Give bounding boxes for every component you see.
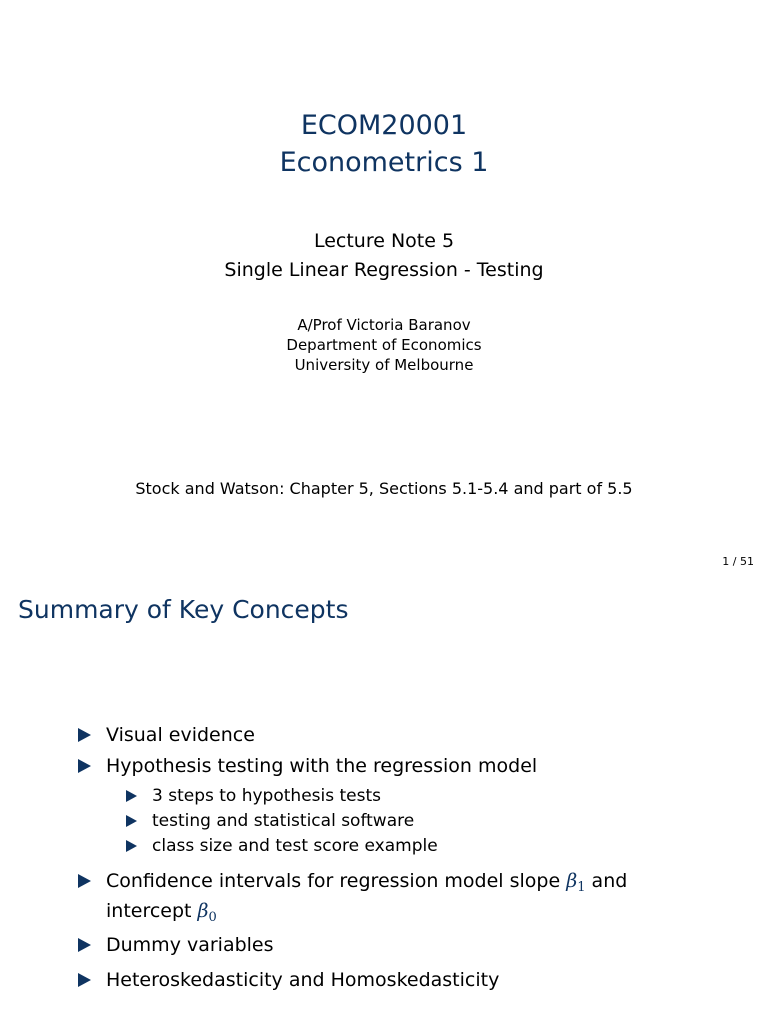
course-code: ECOM20001 bbox=[300, 110, 468, 141]
list-item-label: Dummy variables bbox=[106, 934, 274, 956]
course-name: Econometrics 1 bbox=[279, 147, 489, 178]
ci-label-and: and bbox=[591, 870, 628, 892]
list-item-label: Visual evidence bbox=[106, 724, 255, 746]
beta-0-symbol: $\beta_0$ bbox=[197, 900, 217, 925]
sub-item-label: 3 steps to hypothesis tests bbox=[152, 786, 381, 806]
list-item-label: Hypothesis testing with the regression model bbox=[106, 755, 538, 777]
triangle-right-icon bbox=[78, 938, 91, 952]
triangle-right-icon bbox=[78, 759, 91, 773]
triangle-right-icon bbox=[126, 840, 137, 852]
sub-item-statistical-software bbox=[126, 809, 414, 834]
triangle-right-icon bbox=[126, 790, 137, 802]
author-department: Department of Economics bbox=[286, 336, 482, 354]
triangle-right-icon bbox=[78, 728, 91, 742]
reading-reference: Stock and Watson: Chapter 5, Sections 5.1-5.4 and part of 5.5 bbox=[135, 479, 633, 498]
list-item-hypothesis-testing bbox=[78, 752, 537, 781]
author-name: A/Prof Victoria Baranov bbox=[297, 316, 471, 334]
list-item-visual-evidence bbox=[78, 721, 255, 750]
page-number: 1 / 51 bbox=[722, 555, 754, 568]
triangle-right-icon bbox=[126, 815, 137, 827]
beta-1-symbol: $\beta_1$ bbox=[566, 870, 586, 895]
author-university: University of Melbourne bbox=[294, 356, 474, 374]
sub-item-label: class size and test score example bbox=[152, 836, 438, 856]
ci-label-intercept: intercept bbox=[106, 900, 192, 922]
list-item-dummy-variables bbox=[78, 931, 274, 960]
list-item-heteroskedasticity bbox=[78, 966, 499, 995]
sub-item-three-steps bbox=[126, 784, 381, 809]
list-item-label: Heteroskedasticity and Homoskedasticity bbox=[106, 969, 500, 991]
lecture-topic: Single Linear Regression - Testing bbox=[224, 259, 544, 281]
sub-item-class-size-example bbox=[126, 834, 438, 859]
frame-title: Summary of Key Concepts bbox=[18, 595, 349, 624]
lecture-note: Lecture Note 5 bbox=[313, 230, 455, 252]
triangle-right-icon bbox=[78, 874, 91, 888]
sub-item-label: testing and statistical software bbox=[152, 811, 415, 831]
triangle-right-icon bbox=[78, 973, 91, 987]
list-item-continuation bbox=[106, 897, 217, 932]
summary-slide bbox=[0, 576, 768, 1024]
ci-label-text: Confidence intervals for regression model slope bbox=[106, 870, 561, 892]
